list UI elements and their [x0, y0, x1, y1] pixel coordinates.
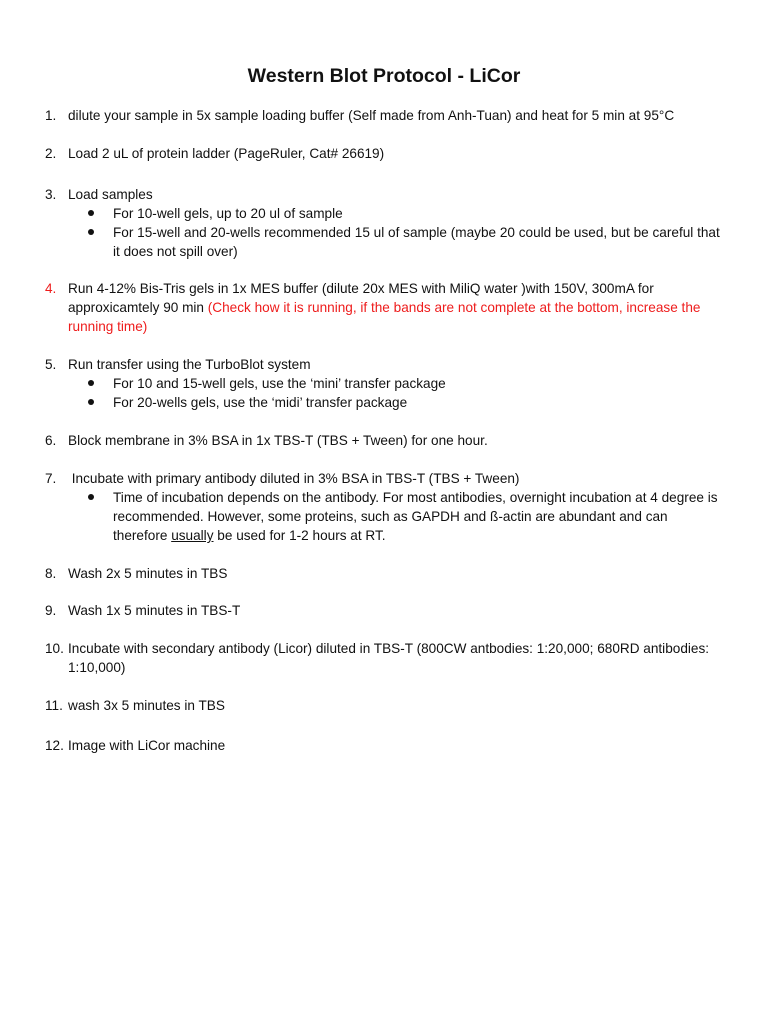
underlined-word: usually	[171, 528, 214, 543]
step-number: 7.	[45, 471, 57, 486]
bullet-text: For 20-wells gels, use the ‘midi’ transfer package	[113, 395, 408, 410]
bullet-text: For 10 and 15-well gels, use the ‘mini’ transfer package	[113, 376, 446, 391]
step-number: 2.	[45, 146, 57, 161]
step-text: Image with LiCor machine	[68, 738, 226, 753]
step-text: Run transfer using the TurboBlot system	[68, 357, 311, 372]
step-text: Wash 2x 5 minutes in TBS	[68, 566, 228, 581]
step-number: 3.	[45, 187, 57, 202]
step-number: 9.	[45, 603, 57, 618]
step-text: Load 2 uL of protein ladder (PageRuler, Cat# 26619)	[68, 146, 385, 161]
step-text: wash 3x 5 minutes in TBS	[68, 698, 225, 713]
bullet-dot-icon	[88, 494, 94, 500]
step-text: Incubate with secondary antibody (Licor) diluted in TBS-T (800CW antbodies: 1:20,000; 680RD antibodies: 1:10,000)	[68, 641, 710, 675]
step-text: dilute your sample in 5x sample loading buffer (Self made from Anh-Tuan) and heat for 5 min at 95°C	[68, 108, 675, 123]
step-number: 5.	[45, 357, 57, 372]
step-text: Load samples	[68, 187, 153, 202]
bullet-dot-icon	[88, 380, 94, 386]
step-text: Block membrane in 3% BSA in 1x TBS-T (TBS + Tween) for one hour.	[68, 433, 488, 448]
step-number: 12.	[45, 738, 64, 753]
step-text: Incubate with primary antibody diluted in 3% BSA in TBS-T (TBS + Tween)	[68, 471, 520, 486]
step-number: 1.	[45, 108, 57, 123]
step-number: 4.	[45, 281, 57, 296]
step-body: Run 4-12% Bis-Tris gels in 1x MES buffer (dilute 20x MES with MiliQ water )with 150V, 300mA for approxicamtely 90 min	[68, 281, 654, 315]
bullet-dot-icon	[88, 229, 94, 235]
bullet-text-part: Time of incubation depends on the antibody. For most antibodies, overnight incubation at 4 degree is recommended. However, some proteins, such as GAPDH and ß-actin are abundant and can therefore	[113, 490, 718, 543]
step-number: 11.	[45, 698, 63, 713]
bullet-text: For 15-well and 20-wells recommended 15 ul of sample (maybe 20 could be used, but be careful that it does not spill over)	[113, 225, 720, 259]
step-number: 8.	[45, 566, 57, 581]
step-text	[68, 279, 728, 336]
bullet-dot-icon	[88, 399, 94, 405]
bullet-dot-icon	[88, 210, 94, 216]
step-number: 10.	[45, 641, 64, 656]
document-title: Western Blot Protocol - LiCor	[247, 65, 521, 87]
bullet-text	[113, 488, 725, 545]
bullet-text: For 10-well gels, up to 20 ul of sample	[113, 206, 343, 221]
step-text: Wash 1x 5 minutes in TBS-T	[68, 603, 241, 618]
step-warning-note: (Check how it is running, if the bands are not complete at the bottom, increase the running time)	[68, 300, 701, 334]
step-number: 6.	[45, 433, 57, 448]
bullet-text-part: be used for 1-2 hours at RT.	[213, 528, 386, 543]
